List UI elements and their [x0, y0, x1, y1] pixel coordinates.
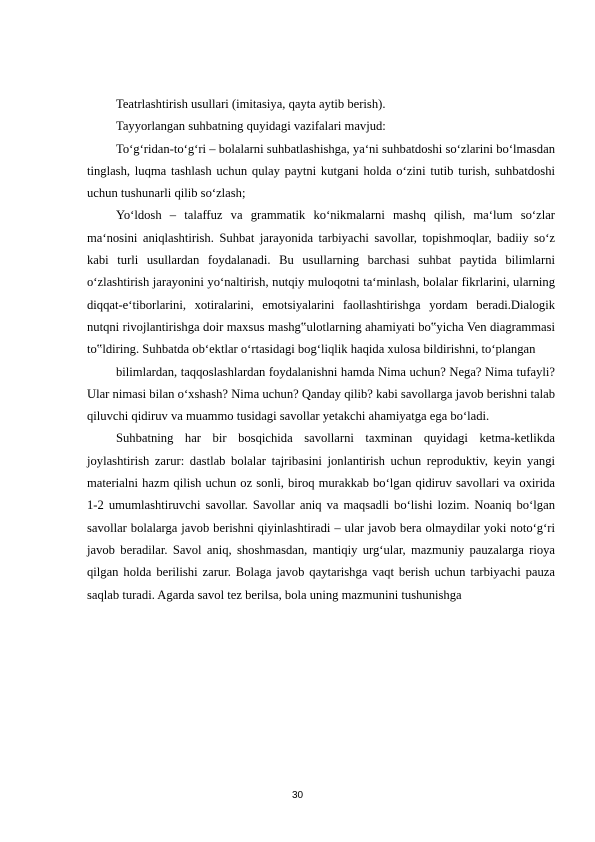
paragraph-accompanying-task: Yo‘ldosh – talaffuz va grammatik ko‘nikmalarni mashq qilish, ma‘lum so‘zlar ma‘nosini aniqlashtirish. Suhbat jarayonida tarbiyachi savollar, topishmoqlar, badiiy so‘z kabi turli usullardan foydalanadi. Bu usullarning barchasi suhbat paytida bilimlarni o‘zlashtirish jarayonini yo‘naltirish, nutqiy muloqotni ta‘minlash, bolalar fikrlarini, ularning diqqat-e‘tiborlarini, xotiralarini, emotsiyalarini faollashtirishga yordam beradi.Dialogik nutqni rivojlantirishga doir maxsus mashg‟ulotlarning ahamiyati bo‟yicha Ven diagrammasi to‟ldiring. Suhbatda ob‘ektlar o‘rtasidagi bog‘liqlik haqida xulosa bildirishni, to‘plangan: [87, 208, 555, 357]
paragraph-question-sequence: Suhbatning har bir bosqichida savollarni taxminan quyidagi ketma-ketlikda joylashtirish zarur: dastlab bolalar tajribasini jonlantirish uchun reproduktiv, keyin yangi materialni hazm qilish uchun oz sonli, biroq murakkab bo‘lgan qidiruv savollari va oxirida 1-2 umumlashtiruvchi savollar. Savollar aniq va maqsadli bo‘lishi lozim. Noaniq bo‘lgan savollar bolalarga javob berishni qiyinlashtiradi – ular javob bera olmaydilar yoki noto‘g‘ri javob beradilar. Savol aniq, shoshmasdan, mantiqiy urg‘ular, mazmuniy pauzalarga rioya qilgan holda berilishi zarur. Bolaga javob qaytarishga vaqt berish uchun tarbiyachi pauza saqlab turadi. Agarda savol tez berilsa, bola uning mazmunini tushunishga: [87, 431, 555, 602]
paragraph-direct-task: To‘g‘ridan-to‘g‘ri – bolalarni suhbatlashishga, ya‘ni suhbatdoshi so‘zlarini bo‘lmasdan tinglash, luqma tashlash uchun qulay paytni kutgani holda o‘zini tutib turish, suhbatdoshi uchun tushunarli qilib so‘zlash;: [87, 141, 555, 201]
paragraph-question-types: bilimlardan, taqqoslashlardan foydalanishni hamda Nima uchun? Nega? Nima tufayli? Ular nimasi bilan o‘xshash? Nima uchun? Qanday qilib? kabi savollarga javob berishni talab qiluvchi qidiruv va muammo tusidagi savollar yetakchi ahamiyatga ega bo‘ladi.: [87, 364, 555, 424]
paragraph-intro-tasks: Tayyorlangan suhbatning quyidagi vazifalari mavjud:: [116, 119, 386, 134]
page-number: 30: [291, 790, 304, 801]
paragraph-methods: Teatrlashtirish usullari (imitasiya, qayta aytib berish).: [116, 97, 386, 111]
body-text: [87, 93, 555, 606]
